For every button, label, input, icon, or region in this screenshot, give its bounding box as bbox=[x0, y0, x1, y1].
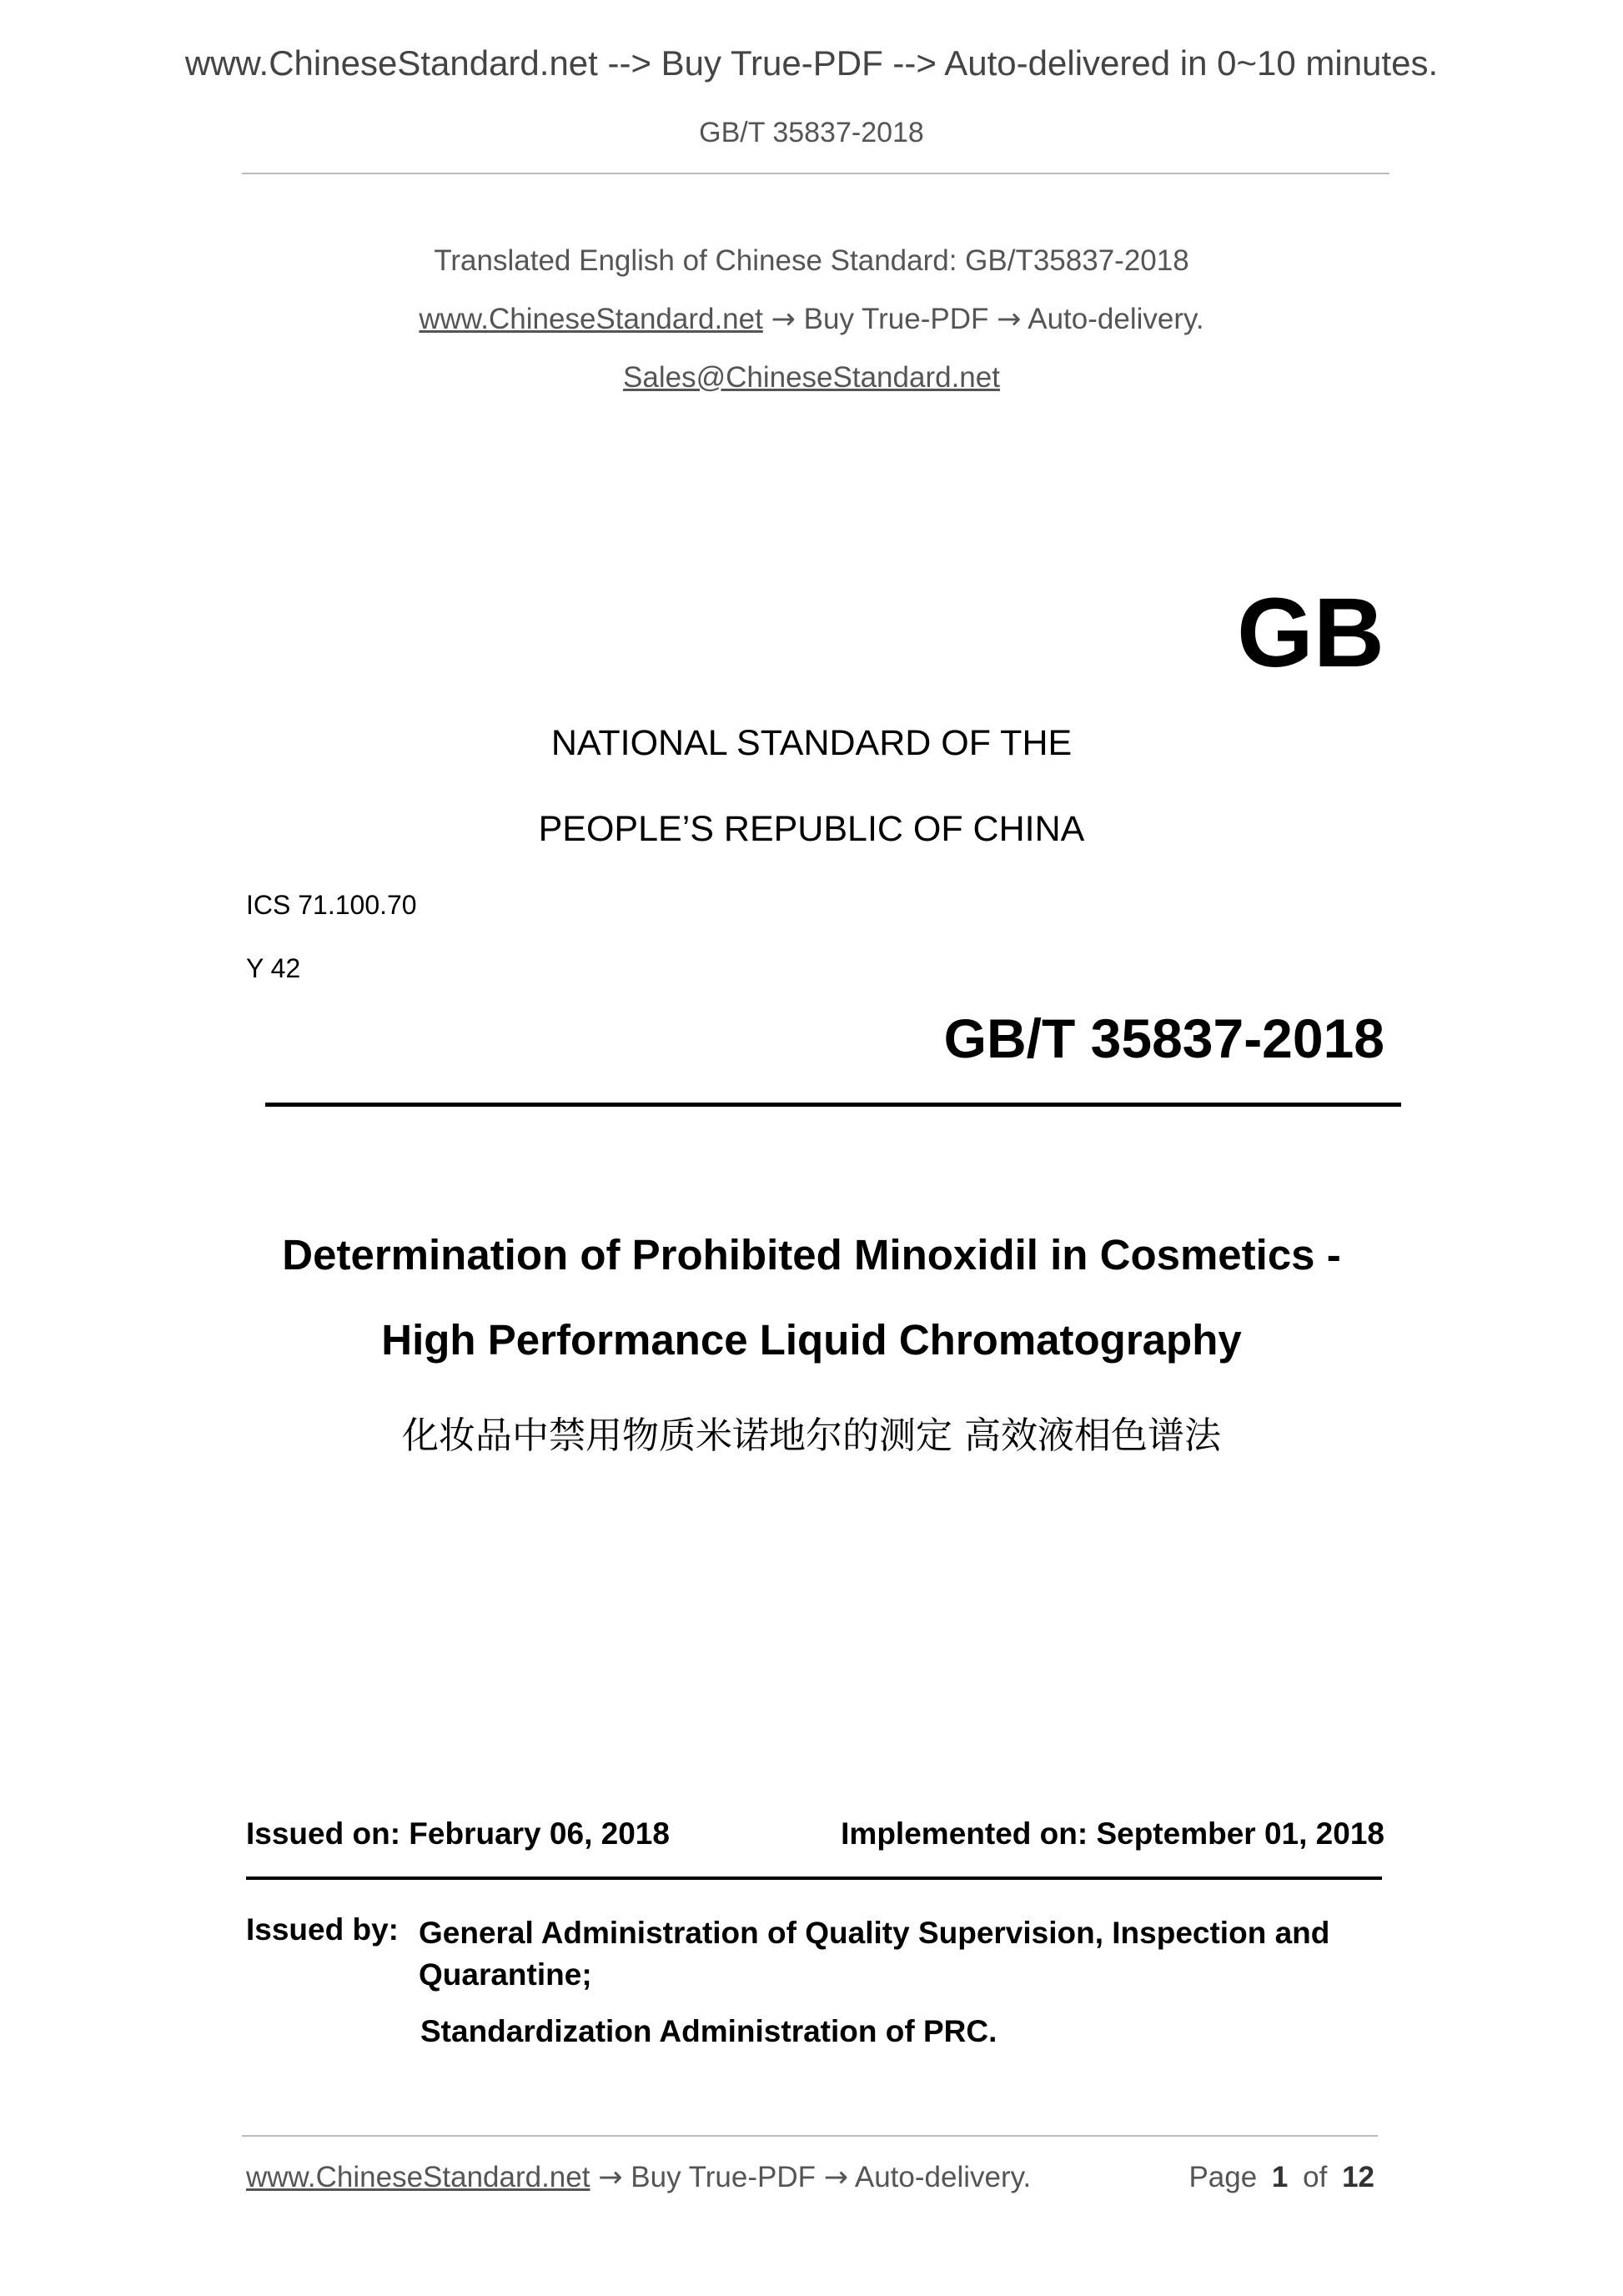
national-line-2 bbox=[0, 809, 1623, 850]
top-banner bbox=[0, 43, 1623, 83]
issued-by-org-2-text: Standardization Administration of PRC. bbox=[420, 2014, 997, 2048]
header-divider bbox=[242, 173, 1389, 174]
title-line-2 bbox=[0, 1315, 1623, 1364]
intro-site-link[interactable]: www.ChineseStandard.net bbox=[419, 303, 763, 335]
issued-by-org-1 bbox=[419, 1912, 1329, 1996]
banner-text: www.ChineseStandard.net --> Buy True-PDF --> Auto-delivered in 0~10 minutes. bbox=[184, 43, 1439, 83]
ccs-code-text: Y 42 bbox=[246, 953, 301, 983]
standard-number-divider bbox=[265, 1103, 1401, 1107]
header-std-code-text: GB/T 35837-2018 bbox=[699, 117, 924, 148]
intro-auto-delivery: Auto-delivery. bbox=[1028, 303, 1204, 335]
page-number: 1 bbox=[1271, 2161, 1289, 2193]
page-total: 12 bbox=[1342, 2161, 1374, 2193]
title-line-1-text: Determination of Prohibited Minoxidil in Cosmetics - bbox=[282, 1231, 1341, 1279]
issued-on bbox=[246, 1816, 670, 1851]
ics-code-text: ICS 71.100.70 bbox=[246, 890, 417, 920]
national-line-1 bbox=[0, 723, 1623, 764]
intro-arrow-icon: → bbox=[997, 303, 1022, 336]
title-line-1 bbox=[0, 1230, 1623, 1279]
issued-by-org-2 bbox=[420, 2014, 997, 2049]
national-line-2-text: PEOPLE’S REPUBLIC OF CHINA bbox=[538, 809, 1085, 849]
footer-arrow-icon: → bbox=[823, 2161, 849, 2194]
page-of-label: of bbox=[1303, 2161, 1328, 2193]
issued-on-text: Issued on: February 06, 2018 bbox=[246, 1816, 670, 1851]
issued-by-label bbox=[246, 1912, 399, 1947]
issued-by-label-text: Issued by: bbox=[246, 1912, 399, 1947]
issued-by-org-1-line-2: Quarantine; bbox=[419, 1957, 592, 1992]
implemented-on-text: Implemented on: September 01, 2018 bbox=[841, 1816, 1384, 1851]
footer-divider bbox=[242, 2135, 1378, 2137]
sales-email-link[interactable]: Sales@ChineseStandard.net bbox=[623, 361, 1000, 394]
title-chinese-text: 化妆品中禁用物质米诺地尔的测定 高效液相色谱法 bbox=[402, 1414, 1221, 1457]
standard-number-text: GB/T 35837-2018 bbox=[943, 1007, 1384, 1069]
footer-auto-delivery: Auto-delivery. bbox=[854, 2161, 1032, 2193]
gb-mark-text: GB bbox=[1237, 578, 1384, 688]
intro-buy-text: Buy True-PDF bbox=[803, 303, 989, 335]
footer-buy-text: Buy True-PDF bbox=[631, 2161, 816, 2193]
translated-line bbox=[0, 244, 1623, 278]
intro-email-line bbox=[0, 361, 1623, 394]
standard-number bbox=[943, 1007, 1384, 1069]
page-label: Page bbox=[1188, 2161, 1258, 2193]
issued-by-org-1-line-1: General Administration of Quality Supervision, Inspection and bbox=[419, 1916, 1330, 1950]
footer-arrow-icon: → bbox=[598, 2161, 623, 2194]
header-std-code bbox=[0, 117, 1623, 149]
intro-buy-line bbox=[0, 303, 1623, 336]
page-indicator bbox=[1188, 2161, 1374, 2194]
ics-code bbox=[246, 890, 417, 921]
translated-line-text: Translated English of Chinese Standard: GB/T35837-2018 bbox=[434, 244, 1189, 277]
gb-mark bbox=[1237, 578, 1384, 688]
implemented-on bbox=[841, 1816, 1384, 1851]
footer-site-link[interactable]: www.ChineseStandard.net bbox=[246, 2161, 590, 2193]
title-chinese bbox=[0, 1405, 1623, 1459]
intro-arrow-icon: → bbox=[771, 303, 796, 336]
dates-divider bbox=[246, 1876, 1382, 1880]
footer-buy-line bbox=[246, 2161, 1031, 2194]
ccs-code bbox=[246, 953, 300, 984]
title-line-2-text: High Performance Liquid Chromatography bbox=[381, 1316, 1242, 1364]
national-line-1-text: NATIONAL STANDARD OF THE bbox=[550, 723, 1073, 763]
